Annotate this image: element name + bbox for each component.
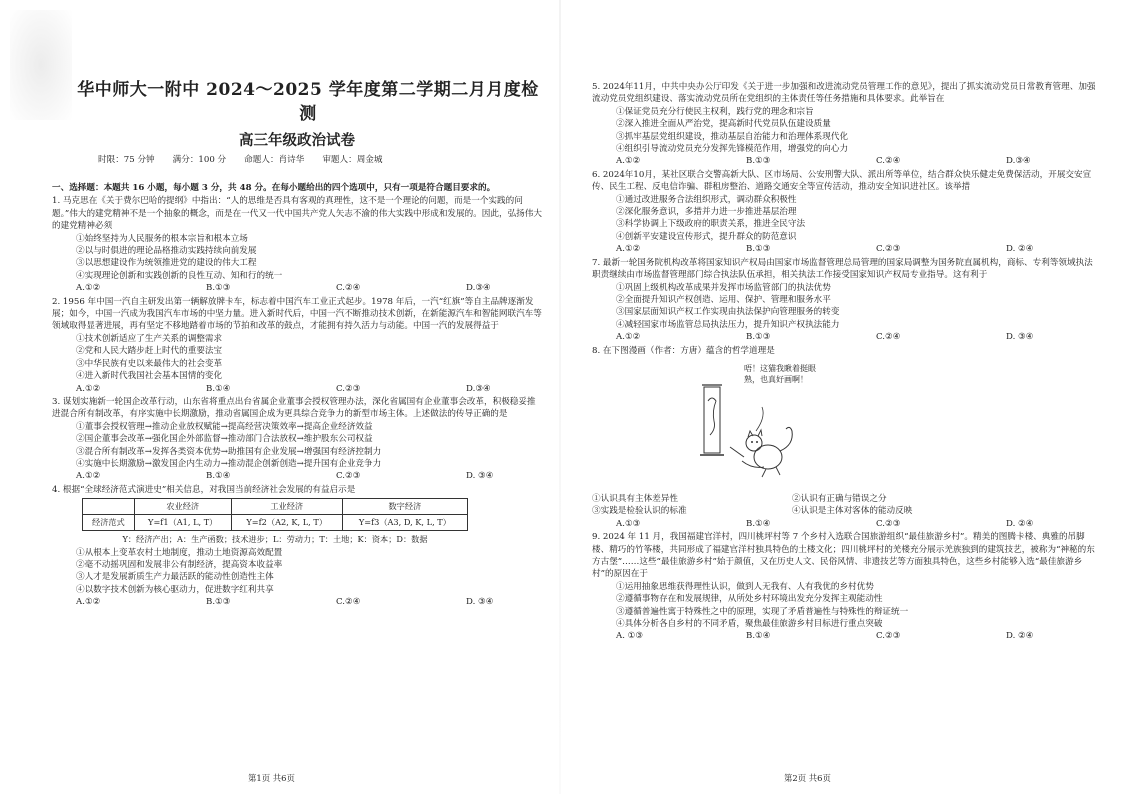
exam-reviewer: 审题人：周金城 xyxy=(322,155,383,165)
exam-time: 时限：75 分钟 xyxy=(98,155,155,165)
table-header-cell: 工业经济 xyxy=(231,499,342,515)
table-header-cell: 数字经济 xyxy=(342,499,467,515)
q4-option-1: ①从根本上变革农村土地制度，推动土地资源高效配置 xyxy=(76,547,283,558)
q2-option-1: ①技术创新适应了生产关系的调整需求 xyxy=(76,333,223,344)
q3-option-1: ①董事会授权管理→推动企业放权赋能→提高经营决策效率→提高企业经济效益 xyxy=(76,421,373,432)
economy-table xyxy=(82,498,468,531)
q8-choice-c: C.②③ xyxy=(876,518,901,529)
table-header-row xyxy=(83,499,468,515)
q3-option-4: ④实施中长期激励→激发国企内生动力→推动混企创新创造→提升国有企业竞争力 xyxy=(76,458,382,469)
q8-options-row-1 xyxy=(592,493,1100,505)
q4-choice-a: A.①② xyxy=(76,597,101,608)
q6-choice-c: C.②③ xyxy=(876,244,901,255)
right-column xyxy=(592,80,1100,643)
q2-choices xyxy=(52,383,542,395)
q8-choice-a: A.①③ xyxy=(616,518,641,529)
q7-choice-d: D. ③④ xyxy=(1006,332,1034,343)
exam-title: 华中师大一附中 2024～2025 学年度第二学期二月月度检测 xyxy=(77,80,539,124)
q1-option-2: ②以与时俱进的理论品格推动实践持续向前发展 xyxy=(76,246,257,257)
q5-choices xyxy=(592,155,1100,167)
q8-option-4: ④认识是主体对客体的能动反映 xyxy=(792,506,913,517)
q4-choices xyxy=(52,596,542,608)
q7-option-1: ①巩固上级机构改革成果并发挥市场监管部门的执法优势 xyxy=(616,282,831,293)
q9-choices xyxy=(592,630,1100,642)
q7-option-3: ③国家层面知识产权工作实现由执法保护向管理服务的转变 xyxy=(616,307,840,318)
left-column xyxy=(52,78,542,609)
q3-choice-b: B.①④ xyxy=(206,471,231,482)
q1-choices xyxy=(52,282,542,294)
q8-option-3: ③实践是检验认识的标准 xyxy=(592,506,687,517)
q9-choice-c: C.②③ xyxy=(876,631,901,642)
question-8: 8. 在下图漫画（作者：方唐）蕴含的哲学道理是 xyxy=(592,345,775,356)
question-3: 3. 谋划实施新一轮国企改革行动，山东省将重点出台省属企业董事会授权管理办法，深化省属国有企业董事会改革，积极稳妥推进混合所有制改革，有序实施中长期激励，推动省属国企成为更具综合竞争力的新型市场主体。上述做法的传导正确的是 xyxy=(52,396,536,420)
q5-option-3: ③抓牢基层党组织建设，推动基层自治能力和治理体系现代化 xyxy=(616,131,849,142)
q8-choice-d: D. ②④ xyxy=(1006,518,1034,529)
q2-choice-c: C.②③ xyxy=(336,383,361,394)
q3-option-3: ③混合所有制改革→发挥各类资本优势→助推国有企业发展→增强国有经济控制力 xyxy=(76,446,382,457)
q7-option-4: ④减轻国家市场监管总局执法压力，提升知识产权执法能力 xyxy=(616,319,840,330)
cartoon-caption: 唔！这猫我瞅着挺眼熟，也真好画啊！ xyxy=(744,363,816,384)
q7-choice-c: C.②④ xyxy=(876,332,901,343)
q5-option-4: ④组织引导流动党员充分发挥先锋模范作用，增强党的向心力 xyxy=(616,144,849,155)
right-page-number: 第2页 共6页 xyxy=(784,773,831,783)
exam-subtitle: 高三年级政治试卷 xyxy=(239,132,355,149)
table-cell: 经济范式 xyxy=(83,515,135,531)
q6-choice-b: B.①③ xyxy=(746,244,771,255)
q7-choice-b: B.①③ xyxy=(746,332,771,343)
table-cell: Y=f3（A3, D, K, L, T） xyxy=(342,515,467,531)
q2-choice-d: D.③④ xyxy=(466,383,491,394)
table-cell: Y=f1（A1, L, T） xyxy=(134,515,231,531)
exam-meta xyxy=(98,154,542,166)
q3-choice-d: D. ③④ xyxy=(466,471,494,482)
q6-option-1: ①通过改进服务合法组织形式，调动群众积极性 xyxy=(616,194,797,205)
table-row xyxy=(83,515,468,531)
q9-option-4: ④具体分析各自乡村的不同矛盾，聚焦最佳旅游乡村目标进行重点突破 xyxy=(616,619,883,629)
q3-choice-a: A.①② xyxy=(76,471,101,482)
section-heading: 一、选择题：本题共 16 小题，每小题 3 分，共 48 分。在每小题给出的四个选项中，只有一项是符合题目要求的。 xyxy=(52,183,496,193)
q6-choice-d: D. ②④ xyxy=(1006,244,1034,255)
q7-choice-a: A.①② xyxy=(616,332,641,343)
q1-choice-a: A.①② xyxy=(76,283,101,294)
table-cell: Y=f2（A2, K, L, T） xyxy=(231,515,342,531)
q2-option-2: ②党和人民大踏步赶上时代的重要法宝 xyxy=(76,346,223,357)
q1-option-4: ④实现理论创新和实践创新的良性互动、知和行的统一 xyxy=(76,270,283,281)
question-7: 7. 最新一轮国务院机构改革将国家知识产权局由国家市场监督管理总局管理的国家局调整为国务院直属机构，商标、专利等领域执法职责继续由市场监督管理部门综合执法队伍承担，相关执法工作接受国家知识产权局专业指导。这有利于 xyxy=(592,257,1093,281)
left-page-number: 第1页 共6页 xyxy=(248,773,295,783)
question-5: 5. 2024年11月，中共中央办公厅印发《关于进一步加强和改进流动党员管理工作的意见》，提出了抓实流动党员日常教育管理、加强流动党员党组织建设、落实流动党员所在党组织的主体责任等任务措施和具体要求。此举旨在 xyxy=(592,82,1096,105)
q6-choices xyxy=(592,243,1100,255)
q5-choice-d: D.③④ xyxy=(1006,156,1031,167)
q5-option-2: ②深入推进全面从严治党，提高新时代党员队伍建设质量 xyxy=(616,119,831,130)
q1-option-3: ③以思想建设作为统领推进党的建设的伟大工程 xyxy=(76,258,257,269)
question-9: 9. 2024 年 11 月，我国福建官洋村，四川桃坪村等 7 个乡村入选联合国旅游组织“最佳旅游乡村”。精美的图腾卡楼、典雅的吊脚楼、精巧的竹筝楼，共同形成了福建官洋村独具特色的土楼文化；四川桃坪村的羌楼充分展示羌族独到的建筑技艺，被称为“神秘的东方古堡”……这些“最佳旅游乡村”始于颜值，又在历史人文、民俗风情、非遗技艺等方面独具特色，这些乡村能够入选“最佳旅游乡村”的原因在于 xyxy=(592,532,1095,580)
q3-choice-c: C.②③ xyxy=(336,471,361,482)
q9-option-1: ①运用抽象思维获得理性认识，做到人无我有、人有我优的乡村优势 xyxy=(616,581,874,592)
exam-score: 满分：100 分 xyxy=(172,155,227,165)
q4-option-3: ③人才是发展新质生产力最活跃的能动性创造性主体 xyxy=(76,572,274,583)
table-header-cell xyxy=(83,499,135,515)
q9-option-3: ③遵循普遍性寓于特殊性之中的原理，实现了矛盾普遍性与特殊性的辩证统一 xyxy=(616,606,909,617)
q3-option-2: ②国企董事会改革→强化国企外部监督→推动部门合法放权→维护股东公司权益 xyxy=(76,434,373,445)
q8-option-1: ①认识具有主体差异性 xyxy=(592,493,678,504)
q6-option-2: ②深化服务意识，多措并力进一步推进基层治理 xyxy=(616,207,797,218)
right-page xyxy=(562,0,1123,794)
q9-option-2: ②遵循事物存在和发展规律，从所处乡村环境出发充分发挥主观能动性 xyxy=(616,594,883,605)
q7-option-2: ②全面提升知识产权创造、运用、保护、管理和服务水平 xyxy=(616,294,831,305)
q2-option-3: ③中华民族有史以来最伟大的社会变革 xyxy=(76,358,223,369)
q6-choice-a: A.①② xyxy=(616,244,641,255)
table-legend: Y：经济产出；A：生产函数；技术进步；L：劳动力；T：土地；K：资本；D：数据 xyxy=(122,534,428,545)
question-4: 4. 根据“全球经济范式演进史”相关信息，对我国当前经济社会发展的有益启示是 xyxy=(52,484,356,495)
q6-option-4: ④创新平安建设宣传形式，提升群众的防范意识 xyxy=(616,231,797,242)
q2-choice-b: B.①④ xyxy=(206,383,231,394)
q1-choice-d: D.③④ xyxy=(466,283,491,294)
q5-choice-c: C.②④ xyxy=(876,156,901,167)
table-header-cell: 农业经济 xyxy=(134,499,231,515)
cartoon-image xyxy=(682,361,822,489)
q9-choice-b: B.①④ xyxy=(746,631,771,642)
q4-option-2: ②毫不动摇巩固和发展非公有制经济，提高资本收益率 xyxy=(76,559,283,570)
q5-choice-a: A.①② xyxy=(616,156,641,167)
question-2: 2. 1956 年中国一汽自主研发出第一辆解放牌卡车，标志着中国汽车工业正式起步。1978 年后，一汽“红旗”等自主品牌逐渐发展；如今，中国一汽成为我国汽车市场的中坚力量。进入新时代后，中国一汽不断推动技术创新，在新能源汽车和智能网联汽车等领域取得显著进展，再有坚定不移地踏着市场的节拍和改革的鼓点，才能拥有持久活力与动能。中国一汽的发展得益于 xyxy=(52,296,542,332)
q4-choice-c: C.②④ xyxy=(336,597,361,608)
q1-choice-b: B.①③ xyxy=(206,283,231,294)
q9-choice-a: A. ①③ xyxy=(616,631,644,642)
question-6: 6. 2024年10月，某社区联合交警高新大队、区市场局、公安刑警大队、派出所等单位，结合群众快乐健走免费保活动，开展交安宣传、民生工程、反电信诈骗、群租房整治、道路交通安全等宣传活动，推动安全知识进社区。该举措 xyxy=(592,169,1092,193)
q9-choice-d: D. ②④ xyxy=(1006,631,1034,642)
q4-choice-b: B.①③ xyxy=(206,597,231,608)
q4-choice-d: D. ③④ xyxy=(466,597,494,608)
q5-option-1: ①保证党员充分行使民主权利，践行党的理念和宗旨 xyxy=(616,106,814,117)
q8-choices xyxy=(592,518,1100,530)
q7-choices xyxy=(592,331,1100,343)
q4-option-4: ④以数字技术创新为核心驱动力，促进数字红利共享 xyxy=(76,584,274,595)
q8-option-2: ②认识有正确与错误之分 xyxy=(792,493,887,504)
question-1: 1. 马克思在《关于费尔巴哈的提纲》中指出：“人的思维是否具有客观的真理性，这不是一个理论的问题，而是一个实践的问题。”伟大的建党精神不是一个抽象的概念，而是在一代又一代中国共产党人矢志不渝的伟大实践中形成和发展的。因此，弘扬伟大的建党精神必须 xyxy=(52,196,542,232)
exam-author: 命题人：肖诗华 xyxy=(244,155,305,165)
q1-choice-c: C.②④ xyxy=(336,283,361,294)
q2-choice-a: A.①② xyxy=(76,383,101,394)
q3-choices xyxy=(52,470,542,482)
q6-option-3: ③科学协调上下级政府的职责关系，推进全民守法 xyxy=(616,219,806,230)
q1-option-1: ①始终坚持为人民服务的根本宗旨和根本立场 xyxy=(76,233,248,244)
q5-choice-b: B.①③ xyxy=(746,156,771,167)
q8-choice-b: B.①④ xyxy=(746,518,771,529)
q8-options-row-2 xyxy=(592,505,1100,517)
q2-option-4: ④进入新时代我国社会基本国情的变化 xyxy=(76,371,223,382)
